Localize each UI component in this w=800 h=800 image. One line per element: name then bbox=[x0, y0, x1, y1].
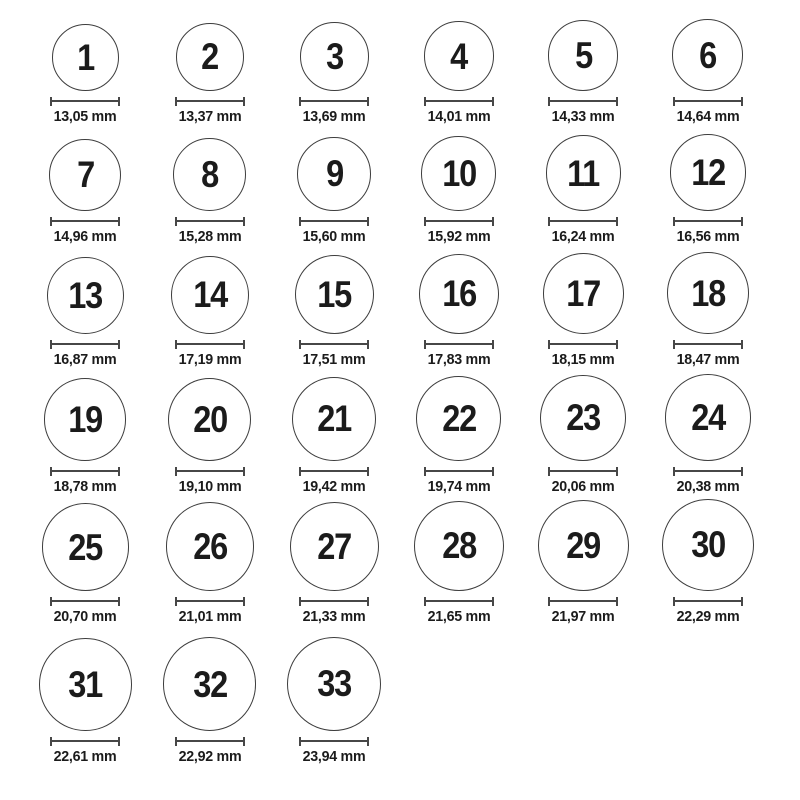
diameter-label: 22,61 mm bbox=[53, 747, 117, 765]
diameter-label: 17,83 mm bbox=[427, 350, 491, 368]
ring-circle bbox=[419, 254, 499, 334]
ring-size-item bbox=[397, 136, 522, 245]
ring-size-item bbox=[272, 377, 397, 495]
ring-size-number: 7 bbox=[76, 154, 94, 196]
diameter-ruler bbox=[673, 467, 743, 476]
chart-row bbox=[23, 245, 770, 368]
ring-size-item bbox=[397, 376, 522, 495]
diameter-label: 15,60 mm bbox=[302, 227, 366, 245]
diameter-ruler bbox=[50, 597, 120, 606]
ring-size-number: 20 bbox=[192, 398, 227, 440]
ring-size-item bbox=[646, 374, 771, 495]
diameter-ruler bbox=[50, 737, 120, 746]
diameter-ruler bbox=[548, 467, 618, 476]
diameter-label: 20,06 mm bbox=[551, 477, 615, 495]
diameter-ruler bbox=[50, 340, 120, 349]
ring-size-item bbox=[521, 20, 646, 125]
ring-size-item bbox=[272, 502, 397, 625]
diameter-label: 22,92 mm bbox=[178, 747, 242, 765]
ring-size-number: 6 bbox=[699, 34, 717, 76]
diameter-ruler bbox=[175, 217, 245, 226]
ring-size-number: 27 bbox=[317, 525, 352, 567]
diameter-label: 18,47 mm bbox=[676, 350, 740, 368]
diameter-label: 14,33 mm bbox=[551, 107, 615, 125]
ring-circle bbox=[290, 502, 379, 591]
diameter-ruler bbox=[50, 97, 120, 106]
ring-size-item bbox=[23, 638, 148, 765]
ring-size-item bbox=[148, 637, 273, 765]
ring-size-item bbox=[148, 378, 273, 495]
ring-size-item bbox=[521, 135, 646, 245]
diameter-label: 15,92 mm bbox=[427, 227, 491, 245]
diameter-ruler bbox=[424, 340, 494, 349]
ring-circle bbox=[163, 637, 256, 730]
ring-size-number: 31 bbox=[68, 664, 103, 705]
diameter-label: 14,96 mm bbox=[53, 227, 117, 245]
ring-circle bbox=[49, 139, 121, 211]
ring-circle bbox=[538, 500, 629, 591]
diameter-ruler bbox=[299, 467, 369, 476]
ring-circle bbox=[47, 257, 124, 334]
ring-size-number: 11 bbox=[567, 152, 600, 194]
diameter-label: 21,01 mm bbox=[178, 607, 242, 625]
diameter-label: 19,74 mm bbox=[427, 477, 491, 495]
ring-size-item bbox=[521, 375, 646, 495]
ring-size-number: 14 bbox=[192, 274, 227, 316]
ring-size-number: 1 bbox=[76, 36, 94, 78]
ring-size-number: 2 bbox=[201, 36, 219, 78]
diameter-label: 15,28 mm bbox=[178, 227, 242, 245]
ring-size-item bbox=[397, 21, 522, 125]
diameter-label: 21,97 mm bbox=[551, 607, 615, 625]
ring-circle bbox=[295, 255, 374, 334]
ring-circle bbox=[42, 503, 129, 590]
ring-circle bbox=[173, 138, 246, 211]
diameter-ruler bbox=[299, 217, 369, 226]
chart-row bbox=[23, 368, 770, 495]
diameter-label: 13,37 mm bbox=[178, 107, 242, 125]
diameter-ruler bbox=[673, 340, 743, 349]
ring-circle bbox=[672, 19, 743, 90]
diameter-ruler bbox=[50, 217, 120, 226]
ring-size-number: 23 bbox=[566, 397, 601, 439]
ring-size-item bbox=[646, 134, 771, 245]
ring-size-item bbox=[272, 22, 397, 125]
diameter-ruler bbox=[424, 597, 494, 606]
diameter-label: 16,87 mm bbox=[53, 350, 117, 368]
diameter-ruler bbox=[299, 340, 369, 349]
diameter-label: 16,56 mm bbox=[676, 227, 740, 245]
diameter-ruler bbox=[548, 597, 618, 606]
diameter-label: 20,38 mm bbox=[676, 477, 740, 495]
ring-circle bbox=[548, 20, 618, 90]
diameter-label: 18,15 mm bbox=[551, 350, 615, 368]
ring-size-item bbox=[397, 501, 522, 625]
ring-circle bbox=[39, 638, 132, 731]
chart-row bbox=[23, 0, 770, 125]
diameter-ruler bbox=[299, 97, 369, 106]
diameter-ruler bbox=[175, 737, 245, 746]
ring-size-number: 32 bbox=[192, 663, 227, 705]
diameter-label: 16,24 mm bbox=[551, 227, 615, 245]
ring-size-item bbox=[521, 253, 646, 368]
ring-size-item bbox=[148, 23, 273, 125]
diameter-ruler bbox=[424, 467, 494, 476]
ring-size-item bbox=[23, 378, 148, 495]
ring-size-item bbox=[646, 252, 771, 368]
ring-circle bbox=[665, 374, 752, 461]
ring-size-number: 29 bbox=[566, 524, 601, 566]
chart-row bbox=[23, 125, 770, 245]
diameter-ruler bbox=[50, 467, 120, 476]
ring-circle bbox=[166, 502, 254, 590]
diameter-ruler bbox=[548, 97, 618, 106]
chart-row bbox=[23, 625, 770, 765]
diameter-ruler bbox=[424, 97, 494, 106]
ring-size-item bbox=[521, 500, 646, 625]
ring-size-item bbox=[272, 255, 397, 368]
ring-size-item bbox=[23, 257, 148, 368]
diameter-label: 19,10 mm bbox=[178, 477, 242, 495]
diameter-ruler bbox=[424, 217, 494, 226]
diameter-ruler bbox=[548, 217, 618, 226]
ring-size-number: 15 bbox=[317, 273, 352, 315]
ring-size-item bbox=[23, 24, 148, 125]
ring-size-item bbox=[148, 256, 273, 368]
ring-size-item bbox=[272, 637, 397, 765]
ring-size-number: 3 bbox=[325, 35, 343, 77]
ring-circle bbox=[540, 375, 626, 461]
diameter-label: 21,33 mm bbox=[302, 607, 366, 625]
ring-circle bbox=[424, 21, 494, 91]
ring-circle bbox=[670, 134, 746, 210]
ring-size-number: 17 bbox=[566, 272, 601, 314]
diameter-ruler bbox=[175, 340, 245, 349]
diameter-label: 17,19 mm bbox=[178, 350, 242, 368]
ring-size-number: 24 bbox=[690, 397, 725, 438]
ring-size-number: 18 bbox=[690, 272, 725, 314]
ring-circle bbox=[667, 252, 749, 334]
diameter-ruler bbox=[299, 737, 369, 746]
ring-size-item bbox=[148, 502, 273, 625]
ring-size-number: 9 bbox=[325, 153, 343, 195]
ring-size-number: 19 bbox=[68, 399, 103, 441]
ring-circle bbox=[416, 376, 501, 461]
ring-circle bbox=[52, 24, 119, 91]
diameter-label: 23,94 mm bbox=[302, 747, 366, 765]
ring-circle bbox=[44, 378, 126, 460]
diameter-ruler bbox=[299, 597, 369, 606]
diameter-label: 20,70 mm bbox=[53, 607, 117, 625]
ring-size-number: 33 bbox=[317, 663, 352, 705]
ring-circle bbox=[300, 22, 369, 91]
diameter-label: 21,65 mm bbox=[427, 607, 491, 625]
ring-size-item bbox=[148, 138, 273, 245]
diameter-ruler bbox=[175, 467, 245, 476]
ring-size-number: 21 bbox=[317, 398, 352, 440]
ring-circle bbox=[421, 136, 496, 211]
diameter-ruler bbox=[175, 97, 245, 106]
ring-size-number: 13 bbox=[68, 274, 103, 316]
ring-circle bbox=[546, 135, 622, 211]
ring-circle bbox=[297, 137, 371, 211]
diameter-label: 19,42 mm bbox=[302, 477, 366, 495]
ring-circle bbox=[171, 256, 249, 334]
ring-size-number: 30 bbox=[690, 524, 725, 566]
diameter-label: 13,69 mm bbox=[302, 107, 366, 125]
ring-size-item bbox=[23, 139, 148, 245]
ring-size-item bbox=[646, 19, 771, 125]
diameter-label: 14,01 mm bbox=[427, 107, 491, 125]
ring-size-number: 10 bbox=[441, 152, 476, 194]
diameter-label: 13,05 mm bbox=[53, 107, 117, 125]
diameter-label: 22,29 mm bbox=[676, 607, 740, 625]
chart-row bbox=[23, 495, 770, 625]
diameter-ruler bbox=[175, 597, 245, 606]
ring-circle bbox=[168, 378, 251, 461]
diameter-ruler bbox=[673, 217, 743, 226]
diameter-ruler bbox=[548, 340, 618, 349]
ring-size-number: 22 bbox=[441, 397, 476, 439]
ring-circle bbox=[662, 499, 754, 591]
diameter-label: 17,51 mm bbox=[302, 350, 366, 368]
ring-circle bbox=[287, 637, 381, 731]
ring-size-item bbox=[272, 137, 397, 245]
ring-size-number: 5 bbox=[574, 35, 592, 77]
diameter-label: 14,64 mm bbox=[676, 107, 740, 125]
ring-circle bbox=[414, 501, 504, 591]
ring-circle bbox=[543, 253, 624, 334]
diameter-ruler bbox=[673, 597, 743, 606]
ring-size-number: 16 bbox=[441, 273, 476, 315]
diameter-ruler bbox=[673, 97, 743, 106]
ring-size-number: 8 bbox=[201, 153, 219, 195]
ring-circle bbox=[176, 23, 244, 91]
ring-size-item bbox=[397, 254, 522, 368]
ring-size-item bbox=[646, 499, 771, 625]
ring-size-number: 12 bbox=[690, 152, 725, 194]
ring-size-number: 26 bbox=[192, 526, 227, 568]
ring-size-number: 4 bbox=[450, 35, 468, 77]
ring-circle bbox=[292, 377, 376, 461]
diameter-label: 18,78 mm bbox=[53, 477, 117, 495]
ring-size-number: 28 bbox=[441, 525, 476, 567]
ring-size-number: 25 bbox=[68, 526, 103, 568]
ring-size-item bbox=[23, 503, 148, 625]
